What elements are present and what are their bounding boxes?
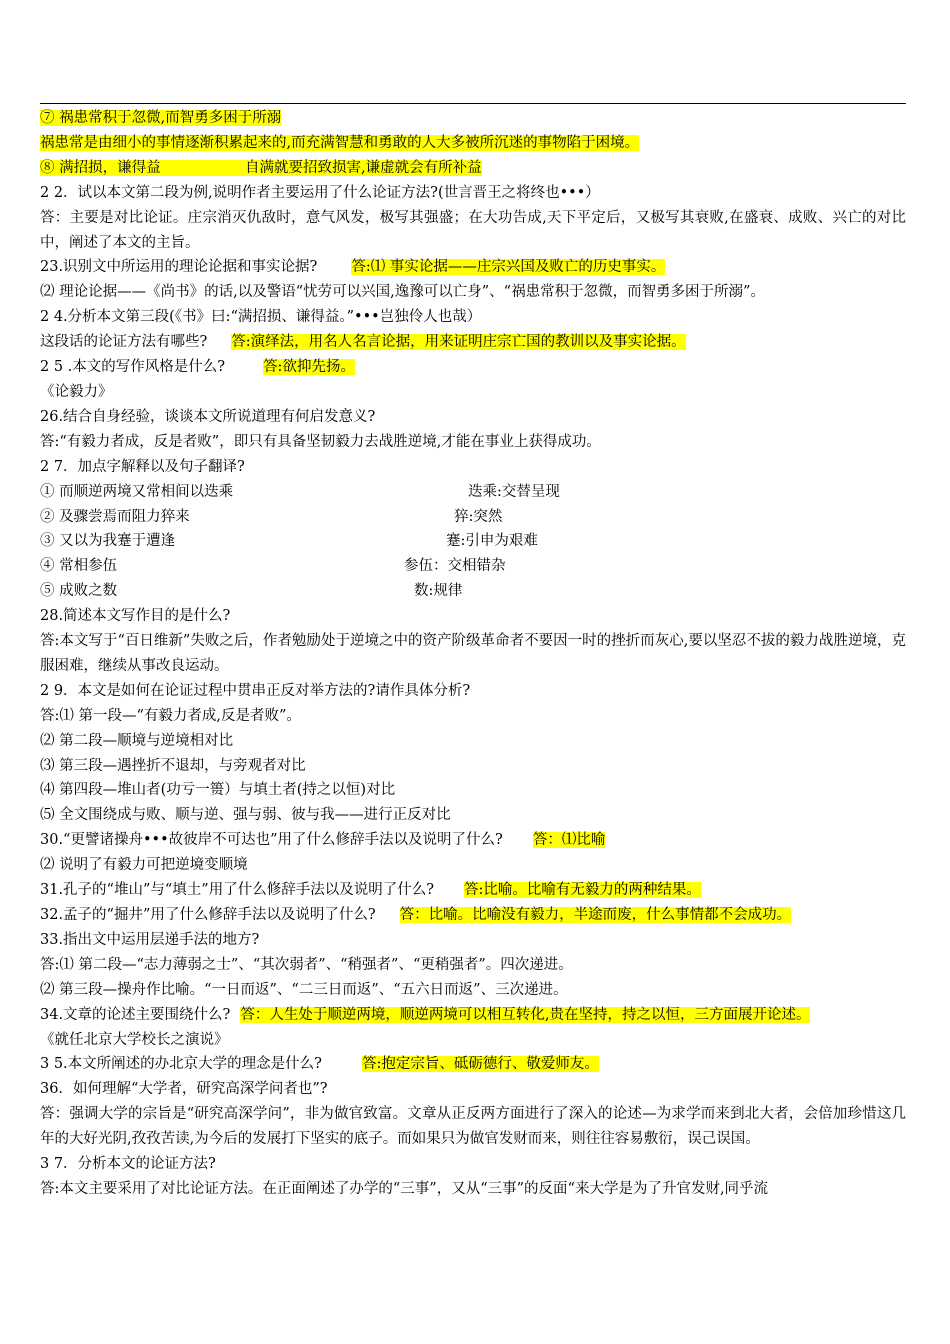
question-text: 30.“更譬诸操舟•••故彼岸不可达也”用了什么修辞手法以及说明了什么? [40, 832, 503, 849]
text-line [40, 106, 906, 131]
answer-line: 答:⑴ 第二段—“志力薄弱之士”、“其次弱者”、“稍强者”、“更稍强者”。四次递进。 [40, 956, 573, 973]
vocab-sentence: ⑤ 成败之数 [40, 583, 118, 600]
question-line: 2 2．试以本文第二段为例,说明作者主要运用了什么论证方法?(世言晋王之将终也•••） [40, 184, 600, 201]
vocab-gloss: 蹇:引申为艰难 [446, 533, 538, 550]
highlighted-answer: 答：比喻。比喻没有毅力，半途而废，什么事情都不会成功。 [399, 907, 792, 923]
answer-paragraph: 答:本文写于“百日维新”失败之后，作者勉励处于逆境之中的资产阶级革命者不要因一时的挫折而灰心,要以坚忍不拔的毅力战胜逆境，克服困难，继续从事改良运动。 [40, 633, 906, 674]
vocab-gloss: 猝:突然 [454, 508, 503, 525]
question-line: 2 4.分析本文第三段(《书》曰:“满招损、谦得益。”•••岂独伶人也哉） [40, 309, 482, 326]
question-text: 34.文章的论述主要围绕什么? [40, 1006, 231, 1023]
vocab-sentence: ② 及骤尝焉而阻力猝来 [40, 508, 190, 525]
question-line: 28.简述本文写作目的是什么? [40, 608, 231, 625]
text-line [40, 156, 906, 181]
vocab-row [40, 529, 906, 554]
header-rule [40, 103, 906, 104]
question-line [40, 878, 906, 903]
text-line [40, 131, 906, 156]
vocab-row [40, 579, 906, 604]
answer-line: 答:“有毅力者成，反是者败”，即只有具备坚韧毅力去战胜逆境,才能在事业上获得成功。 [40, 433, 601, 450]
vocab-gloss: 参伍：交相错杂 [404, 558, 506, 575]
question-line [40, 255, 906, 280]
highlighted-text-right: 自满就要招致损害,谦虚就会有所补益 [245, 159, 482, 176]
highlighted-text: 祸患常是由细小的事情逐渐积累起来的,而充满智慧和勇敢的人大多被所沉迷的事物陷于困境。 [40, 134, 640, 151]
vocab-gloss: 数:规律 [414, 583, 463, 600]
vocab-sentence: ③ 又以为我蹇于遭逢 [40, 533, 176, 550]
question-text: 31.孔子的“堆山”与“填土”用了什么修辞手法以及说明了什么? [40, 882, 434, 899]
question-line [40, 1003, 906, 1028]
question-line [40, 828, 906, 853]
vocab-row [40, 505, 906, 530]
question-line: 33.指出文中运用层递手法的地方? [40, 931, 260, 948]
highlighted-answer: 答:比喻。比喻有无毅力的两种结果。 [463, 882, 701, 899]
vocab-sentence: ④ 常相参伍 [40, 558, 118, 575]
question-line: 3 7．分析本文的论证方法? [40, 1156, 216, 1173]
question-line: 36．如何理解“大学者，研究高深学问者也”? [40, 1081, 328, 1098]
answer-line: 答:⑴ 第一段—“有毅力者成,反是者败”。 [40, 707, 301, 724]
question-line [40, 1052, 906, 1077]
answer-paragraph: 答：强调大学的宗旨是“研究高深学问”，非为做官致富。文章从正反两方面进行了深入的论述—为求学而来到北大者，会倍加珍惜这几年的大好光阴,孜孜苦读,为今后的发展打下坚实的底子。而如果只为做官发财而来，则往往容易敷衍，误己误国。 [40, 1106, 906, 1148]
question-line [40, 903, 906, 928]
vocab-gloss: 迭乘:交替呈现 [468, 483, 560, 500]
answer-line: ⑵ 说明了有毅力可把逆境变顺境 [40, 857, 248, 874]
highlighted-answer: 答:欲抑先扬。 [263, 359, 355, 376]
highlighted-answer: 答：⑴比喻 [532, 832, 606, 849]
highlighted-text [40, 160, 482, 176]
question-text: 32.孟子的“掘井”用了什么修辞手法以及说明了什么? [40, 907, 376, 923]
highlighted-answer: 答:演绎法，用名人名言论据，用来证明庄宗亡国的教训以及事实论据。 [231, 334, 686, 351]
question-text: 2 5 .本文的写作风格是什么? [40, 359, 226, 376]
question-line [40, 355, 906, 380]
highlighted-text-left: ⑧ 满招损，谦得益 [40, 159, 161, 176]
text-line: ⑵ 理论论据——《尚书》的话,以及警语“忧劳可以兴国,逸豫可以亡身”、“祸患常积于忽微，而智勇多困于所溺”。 [40, 284, 765, 301]
answer-line: ⑵ 第三段—操舟作比喻。“一日而返”、“二三日而返”、“五六日而返”、三次递进。 [40, 981, 568, 998]
question-line [40, 330, 906, 355]
document-body [40, 106, 906, 1202]
question-text: 3 5.本文所阐述的办北京大学的理念是什么? [40, 1056, 322, 1073]
answer-line: 答:本文主要采用了对比论证方法。在正面阐述了办学的“三事”，又从“三事”的反面“来大学是为了升官发财,同乎流 [40, 1180, 769, 1197]
answer-line: ⑷ 第四段—堆山者(功亏一篑）与填土者(持之以恒)对比 [40, 782, 396, 799]
vocab-sentence: ① 而顺逆两境又常相间以迭乘 [40, 483, 234, 500]
highlighted-answer: 答:抱定宗旨、砥砺德行、敬爱师友。 [361, 1056, 599, 1073]
answer-line: ⑸ 全文围绕成与败、顺与逆、强与弱、彼与我——进行正反对比 [40, 807, 451, 824]
question-line: 2 7．加点字解释以及句子翻译? [40, 458, 245, 475]
answer-line: ⑶ 第三段—遇挫折不退却，与旁观者对比 [40, 757, 306, 774]
vocab-row [40, 554, 906, 579]
answer-line: ⑵ 第二段—顺境与逆境相对比 [40, 732, 234, 749]
answer-paragraph: 答：主要是对比论证。庄宗消灭仇敌时，意气风发，极写其强盛；在大功告成,天下平定后，又极写其衰败,在盛衰、成败、兴亡的对比中，阐述了本文的主旨。 [40, 209, 906, 251]
section-title: 《就任北京大学校长之演说》 [40, 1031, 229, 1048]
question-text: 23.识别文中所运用的理论论据和事实论据? [40, 259, 318, 276]
highlighted-answer: 答:⑴ 事实论据——庄宗兴国及败亡的历史事实。 [351, 259, 666, 276]
highlighted-answer: 答：人生处于顺逆两境，顺逆两境可以相互转化,贵在坚持，持之以恒，三方面展开论述。 [240, 1006, 811, 1023]
question-line: 26.结合自身经验，谈谈本文所说道理有何启发意义? [40, 408, 376, 425]
question-line: 2 9．本文是如何在论证过程中贯串正反对举方法的?请作具体分析? [40, 682, 471, 699]
vocab-row [40, 480, 906, 505]
highlighted-text: ⑦ 祸患常积于忽微,而智勇多困于所溺 [40, 110, 282, 126]
question-text: 这段话的论证方法有哪些? [40, 334, 208, 351]
section-title: 《论毅力》 [40, 383, 113, 400]
